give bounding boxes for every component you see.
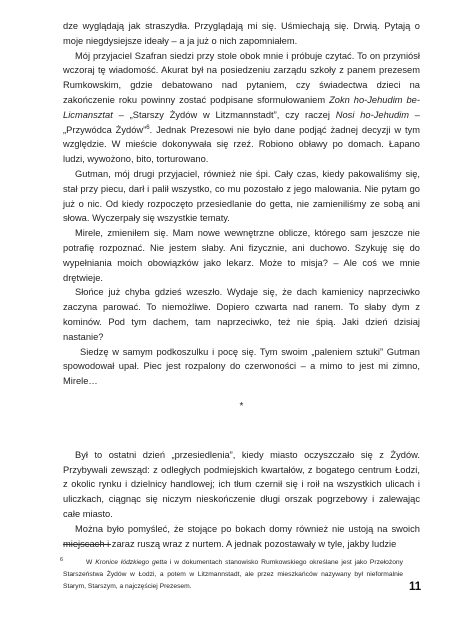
paragraph-5: Słońce już chyba gdzieś wzeszło. Wydaje się, że dach kamienicy naprzeciwko zaczyna parować. To niemożliwe. Dopiero czwarta nad ranem. To słaby dym z kominów. Pod tym dachem, tam naprzeciwko, też nie śpią. Jaki dzień dzisiaj nastanie? [63, 287, 420, 342]
paragraph-6: Siedzę w samym podkoszulku i pocę się. Tym swoim „paleniem sztuki” Gutman spowodował upał. Piec jest rozpalony do czerwoności – a mimo to jest mi zimno, Mirele… [63, 346, 420, 387]
paragraph-2 [63, 49, 420, 167]
paragraph-2-end: . Jednak Prezesowi nie było dane podjąć żadnej decyzji w tym względzie. W mieście dokonywała się rzeź. Robiono obławy po domach. Łapano ludzi, wywożono, bito, torturowano. [63, 124, 420, 165]
paragraph-3: Gutman, mój drugi przyjaciel, również nie śpi. Cały czas, kiedy pakowaliśmy się, stał przy piecu, darł i palił wszystko, co mu pozostało z jego malowania. Nie pytam go już o nic. Od kiedy rozpoczęto przesiedlanie do getta, nie zamieniliśmy ze sobą ani słowa. Wyczerpały się wszystkie tematy. [63, 168, 420, 224]
footnote-italic-title: Kronice łódzkiego getta [95, 559, 167, 566]
footnote-number: 6 [60, 557, 64, 563]
paragraph-1: dze wyglądają jak straszydła. Przyglądają mi się. Uśmiechają się. Drwią. Pytają o moje niegdysiejsze ideały – a ja już o nich zapomniałem. [63, 21, 420, 46]
footnote-text [63, 557, 403, 593]
paragraph-2-mid: – „Starszy Żydów w Litzmannstadt”, czy raczej [112, 109, 336, 120]
footnote-body: i w dokumentach stanowisko Rumkowskiego określane jest jako Przełożony Starszeństwa Żydów w Łodzi, a potem w Litzmannstadt, ale przez mieszkańców nazywany był nieformalnie Starym, Starszym, a najczęściej Prezesem. [63, 559, 403, 590]
paragraph-7: Był to ostatni dzień „przesiedlenia”, kiedy miasto oczyszczało się z Żydów. Przybywali zewsząd: z odległych podmiejskich kwartałów, z bogatego centrum Łodzi, z okolic rynku i dzielnicy handlowej; ich tłum czernił się i roił na wszystkich ulicach i uliczkach, ciągnąc się niczym nieskończenie długi orszak pogrzebowy i zalewając całe miasto. [63, 449, 420, 519]
main-text [63, 19, 420, 551]
paragraph-2-italic-2: Nosi ho-Jehudim [335, 109, 409, 120]
footnote-divider [63, 544, 111, 545]
footnote-reference: 6 [146, 124, 150, 131]
page-number: 11 [409, 581, 422, 593]
paragraph-2-after-italic: – „Przywódca Żydów” [63, 109, 420, 135]
footnote [60, 557, 403, 593]
paragraph-8: Można było pomyśleć, że stojące po bokach domy również nie ustoją na swoich miejscach i zaraz ruszą wraz z nurtem. A jednak pozostawały w tyle, jakby ludzie [63, 523, 420, 549]
paragraph-4: Mirele, zmieniłem się. Mam nowe wewnętrzne oblicze, którego sam jeszcze nie potrafię rozpoznać. Nie jestem słaby. Ani fizycznie, ani duchowo. Szykuję się do wypełniania moich obowiązków jako lekarz. Może to misja? – Ale coś we mnie drętwieje. [63, 228, 420, 283]
paragraph-2-italic-1: Zokn ho-Jehudim be-Licmansztat [63, 94, 420, 120]
footnote-prefix: W [86, 559, 96, 566]
paragraph-2-text: Mój przyjaciel Szafran siedzi przy stole obok mnie i próbuje czytać. To on przyniósł wczoraj tę wiadomość. Akurat był na posiedzeniu zarządu szkoły z panem prezesem Rumkowskim, gdzie debatowano nad pytaniem, czy świadectwa dzieci na zakończenie roku powinny zostać podpisane sformułowaniem [63, 50, 420, 105]
section-separator: * [239, 400, 244, 412]
